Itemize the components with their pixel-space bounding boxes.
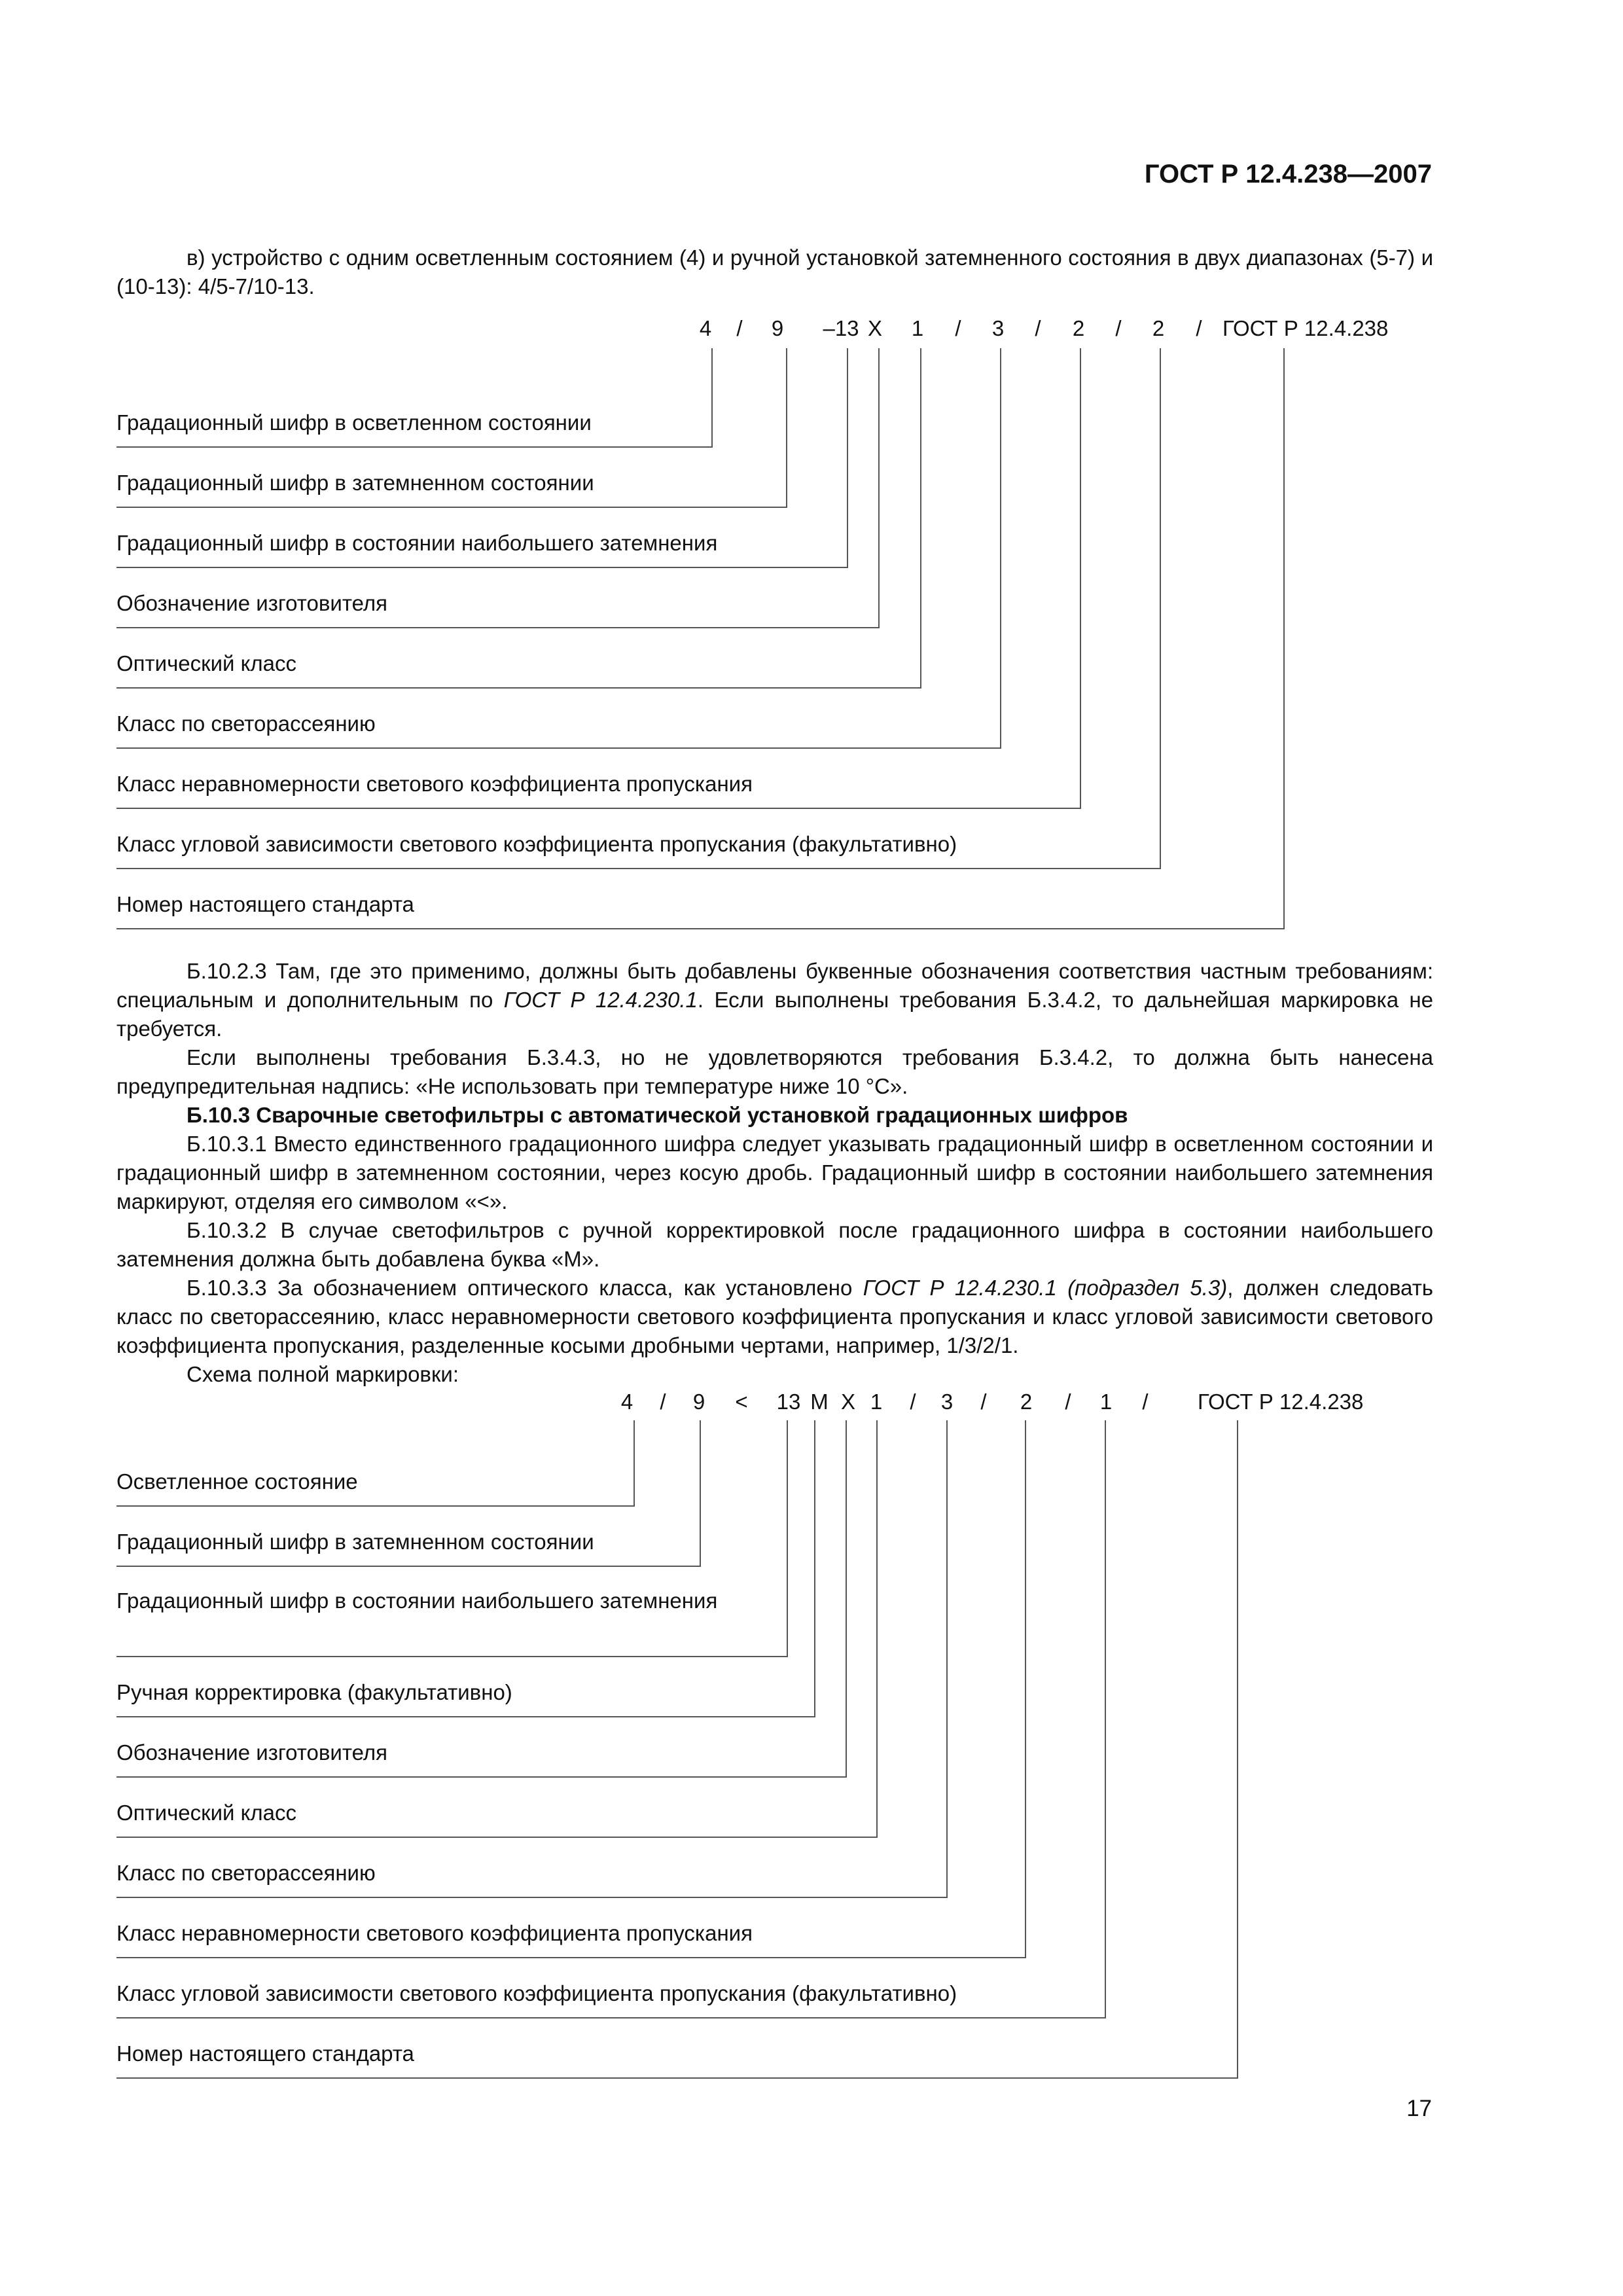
leader-line — [116, 1716, 815, 1717]
page-number: 17 — [1406, 2096, 1432, 2121]
scheme-caption: Схема полной маркировки: — [187, 1362, 459, 1386]
scheme2-label: Класс угловой зависимости светового коэффициента пропускания (факультативно) — [116, 1981, 957, 2005]
paragraph-warning: Если выполнены требования Б.3.4.3, но не удовлетворяются требования Б.3.4.2, то должна быть нанесена предупредительная надпись: «Не использовать при температуре ниже 10 °С». — [116, 1045, 1433, 1098]
leader-line — [116, 868, 1161, 869]
leader-line — [1000, 348, 1001, 749]
code-standard-number: ГОСТ Р 12.4.238 — [1198, 1390, 1364, 1414]
paragraph-b-10-2-3: Б.10.2.3 Там, где это применимо, должны быть добавлены буквенные обозначения соответствия частным требованиям: специальным и дополнительным по ГОСТ Р 12.4.230.1. Если выполнены требования Б.3.4.2, то дальнейшая маркировка не требуется. — [116, 959, 1433, 1041]
code-less-than: < — [735, 1390, 748, 1414]
scheme1-label: Оптический класс — [116, 651, 297, 675]
leader-line — [1237, 1420, 1238, 2079]
leader-line — [633, 1420, 635, 1507]
code-slash: / — [1196, 316, 1202, 340]
leader-line — [711, 348, 713, 448]
scheme2-label: Оптический класс — [116, 1801, 297, 1825]
leader-line — [1160, 348, 1161, 869]
leader-line — [116, 507, 787, 508]
leader-line — [116, 2077, 1238, 2079]
code-diffusion-class: 3 — [940, 1390, 954, 1414]
scheme1-label: Класс по светорассеянию — [116, 711, 376, 736]
code-light-shade: 4 — [620, 1390, 633, 1414]
code-optical-class: 1 — [911, 316, 924, 340]
scheme2-label: Осветленное состояние — [116, 1469, 358, 1494]
scheme1-label: Градационный шифр в затемненном состоянии — [116, 471, 594, 495]
scheme1-label: Обозначение изготовителя — [116, 591, 387, 615]
code-light-shade: 4 — [699, 316, 712, 340]
leader-line — [946, 1420, 948, 1898]
leader-line — [116, 1505, 635, 1507]
intro-paragraph: в) устройство с одним осветленным состоянием (4) и ручной установкой затемненного состояния в двух диапазонах (5-7) и (10-13): 4/5-7/10-13. — [116, 245, 1433, 298]
leader-line — [116, 446, 713, 448]
leader-line — [847, 348, 848, 568]
code-slash: / — [660, 1390, 666, 1414]
scheme2-label: Градационный шифр в затемненном состоянии — [116, 1530, 594, 1554]
code-standard-number: ГОСТ Р 12.4.238 — [1222, 316, 1389, 340]
leader-line — [116, 1957, 1026, 1958]
document-title: ГОСТ Р 12.4.238—2007 — [1144, 160, 1432, 188]
leader-line — [116, 627, 880, 628]
leader-line — [116, 1837, 878, 1838]
paragraph-b-10-3-1: Б.10.3.1 Вместо единственного градационного шифра следует указывать градационный шифр в осветленном состоянии и градационный шифр в затемненном состоянии, через косую дробь. Градационный шифр в состоянии наибольшего затемнения маркируют, отделяя его символом «<». — [116, 1132, 1433, 1213]
code-slash: / — [1065, 1390, 1071, 1414]
code-uniformity-class: 2 — [1072, 316, 1085, 340]
leader-line — [116, 808, 1081, 809]
leader-line — [846, 1420, 847, 1778]
scheme2-label: Обозначение изготовителя — [116, 1740, 387, 1765]
code-uniformity-class: 2 — [1020, 1390, 1033, 1414]
scheme2-label: Ручная корректировка (факультативно) — [116, 1680, 512, 1704]
leader-line — [1025, 1420, 1026, 1958]
leader-line — [1105, 1420, 1106, 2018]
code-slash: / — [910, 1390, 916, 1414]
scheme1-label: Градационный шифр в осветленном состоянии — [116, 410, 592, 435]
leader-line — [116, 2017, 1106, 2018]
scheme1-label: Градационный шифр в состоянии наибольшего затемнения — [116, 531, 718, 555]
code-manual-correction: M — [810, 1390, 829, 1414]
code-angular-class: 2 — [1152, 316, 1165, 340]
leader-line — [116, 567, 848, 568]
leader-line — [878, 348, 880, 628]
scheme2-label: Номер настоящего стандарта — [116, 2041, 414, 2066]
scheme2-label: Класс по светорассеянию — [116, 1861, 376, 1885]
leader-line — [116, 687, 921, 689]
scheme2-label: Класс неравномерности светового коэффициента пропускания — [116, 1921, 753, 1945]
leader-line — [116, 928, 1285, 929]
leader-line — [116, 747, 1001, 749]
standard-reference: ГОСТ Р 12.4.230.1 — [503, 988, 698, 1012]
scheme1-label: Класс угловой зависимости светового коэффициента пропускания (факультативно) — [116, 832, 957, 856]
section-heading-b-10-3: Б.10.3 Сварочные светофильтры с автоматической установкой градационных шифров — [187, 1103, 1128, 1127]
code-slash: / — [1142, 1390, 1149, 1414]
scheme1-label: Номер настоящего стандарта — [116, 892, 414, 916]
code-diffusion-class: 3 — [991, 316, 1005, 340]
code-slash: / — [955, 316, 961, 340]
leader-line — [116, 1566, 701, 1567]
code-dark-shade: 9 — [771, 316, 784, 340]
standard-reference: ГОСТ Р 12.4.230.1 (подраздел 5.3) — [863, 1276, 1228, 1300]
leader-line — [116, 1656, 788, 1657]
code-slash: / — [736, 316, 743, 340]
scheme2-label: Градационный шифр в состоянии наибольшего затемнения — [116, 1588, 718, 1613]
code-angular-class: 1 — [1099, 1390, 1113, 1414]
code-darkest-shade: 13 — [776, 1390, 801, 1414]
code-optical-class: 1 — [870, 1390, 883, 1414]
leader-line — [700, 1420, 701, 1567]
code-slash: / — [980, 1390, 987, 1414]
paragraph-b-10-3-2: Б.10.3.2 В случае светофильтров с ручной корректировкой после градационного шифра в состоянии наибольшего затемнения должна быть добавлена буква «М». — [116, 1218, 1433, 1271]
leader-line — [1283, 348, 1285, 929]
code-slash: / — [1115, 316, 1122, 340]
leader-line — [116, 1776, 847, 1778]
code-manufacturer: X — [840, 1390, 856, 1414]
leader-line — [116, 1897, 948, 1898]
code-slash: / — [1035, 316, 1041, 340]
leader-line — [876, 1420, 878, 1838]
scheme1-label: Класс неравномерности светового коэффициента пропускания — [116, 772, 753, 796]
leader-line — [814, 1420, 815, 1717]
paragraph-b-10-3-3: Б.10.3.3 За обозначением оптического класса, как установлено ГОСТ Р 12.4.230.1 (подраздел 5.3), должен следовать класс по светорассеянию, класс неравномерности светового коэффициента пропускания и класс угловой зависимости светового коэффициента пропускания, разделенные косыми дробными чертами, например, 1/3/2/1. — [116, 1276, 1433, 1357]
leader-line — [787, 1420, 788, 1657]
leader-line — [786, 348, 787, 508]
code-darkest-shade: –13 — [823, 316, 859, 340]
leader-line — [1080, 348, 1081, 809]
leader-line — [920, 348, 921, 689]
code-manufacturer: X — [867, 316, 883, 340]
code-dark-shade: 9 — [692, 1390, 705, 1414]
